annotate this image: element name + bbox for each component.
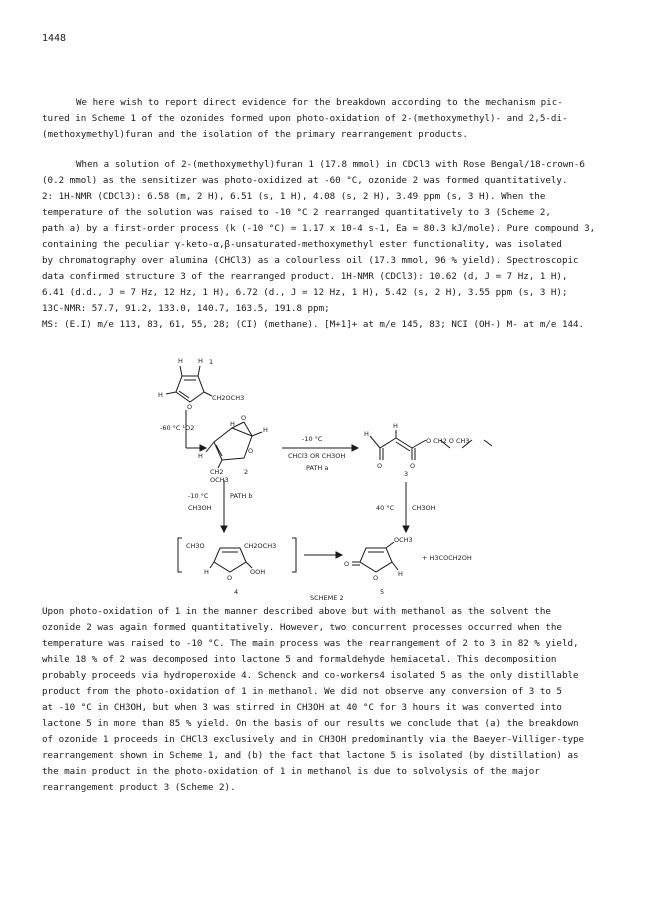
compound-5-structure [352, 542, 398, 572]
compound-2-structure [206, 422, 262, 468]
atom-label: O [373, 574, 379, 582]
atom-label: O [410, 462, 416, 470]
atom-label: H [204, 568, 209, 576]
condition-path-a-temp: -10 °C [302, 435, 323, 443]
byproduct-label: + H3COCH2OH [422, 554, 472, 562]
text-line: temperature was raised to -10 °C. The main process was the rearrangement of 2 to 3 in 82 % yield, [42, 638, 579, 649]
substituent-label: CH3O [186, 542, 205, 550]
compound-1-structure [166, 366, 212, 402]
condition-path-b-solvent: CH3OH [188, 504, 212, 512]
substituent-label: OCH3 [394, 536, 413, 544]
compound-4-number: 4 [234, 588, 239, 596]
compound-3-number: 3 [404, 470, 409, 478]
text-line: When a solution of 2-(methoxymethyl)furan 1 (17.8 mmol) in CDCl3 with Rose Bengal/18-crown-6 [76, 159, 585, 170]
text-line: 13C-NMR: 57.7, 91.2, 133.0, 140.7, 163.5, 191.8 ppm; [42, 303, 330, 314]
atom-label: O [227, 574, 233, 582]
text-line: data confirmed structure 3 of the rearranged product. 1H-NMR (CDCl3): 10.62 (d, J = 7 Hz, 1 H), [42, 271, 568, 282]
atom-label: O [241, 414, 247, 422]
text-line: (methoxymethyl)furan and the isolation of the primary rearrangement products. [42, 129, 468, 140]
text-line: Upon photo-oxidation of 1 in the manner described above but with methanol as the solvent the [42, 606, 551, 617]
atom-label: H [178, 357, 183, 365]
discussion-paragraph [42, 604, 642, 796]
atom-label: H [198, 357, 203, 365]
text-line: path a) by a first-order process (k (-10 °C) = 1.17 x 10-4 s-1, Ea = 80.3 kJ/mole). Pure compound 3, [42, 223, 596, 234]
text-line: 6.41 (d.d., J = 7 Hz, 12 Hz, 1 H), 6.72 (d., J = 12 Hz, 1 H), 5.42 (s, 2 H), 3.55 ppm (s, 3 H); [42, 287, 568, 298]
condition-3-to-5-temp: 40 °C [376, 504, 395, 512]
text-line: lactone 5 in more than 85 % yield. On the basis of our results we conclude that (a) the breakdown [42, 718, 579, 729]
text-line: 2: 1H-NMR (CDCl3): 6.58 (m, 2 H), 6.51 (s, 1 H), 4.08 (s, 2 H), 3.49 ppm (s, 3 H). When the [42, 191, 546, 202]
substituent-label: CH2OCH3 [212, 394, 245, 402]
substituent-label: CH2OCH3 [244, 542, 277, 550]
atom-label: H [364, 430, 369, 438]
text-line: of ozonide 1 proceeds in CHCl3 exclusively and in CH3OH predominantly via the Baeyer-Villiger-type [42, 734, 585, 745]
text-line: temperature of the solution was raised to -10 °C 2 rearranged quantitatively to 3 (Scheme 2, [42, 207, 551, 218]
compound-5-number: 5 [380, 588, 385, 596]
atom-label: H [198, 452, 203, 460]
atom-label: H [263, 426, 268, 434]
condition-path-a-solvent: CHCl3 OR CH3OH [288, 452, 346, 460]
text-line: (0.2 mmol) as the sensitizer was photo-oxidized at -60 °C, ozonide 2 was formed quantitatively. [42, 175, 568, 186]
substituent-label: OOH [250, 568, 266, 576]
text-line: MS: (E.I) m/e 113, 83, 61, 55, 28; (CI) (methane). [M+1]+ at m/e 145, 83; NCI (OH-) M- at m/e 144. [42, 319, 585, 330]
text-line: ozonide 2 was again formed quantitatively. However, two concurrent processes occurred when the [42, 622, 562, 633]
text-line: tured in Scheme 1 of the ozonides formed upon photo-oxidation of 2-(methoxymethyl)- and 2,5-di- [42, 113, 568, 124]
compound-3-ester-chain: O CH2 O CH3 [426, 437, 470, 445]
reaction-scheme [140, 350, 540, 600]
compound-2-number: 2 [244, 468, 249, 476]
atom-label: O [377, 462, 383, 470]
compound-4-structure [210, 548, 252, 572]
experimental-paragraph [42, 157, 642, 333]
text-line: We here wish to report direct evidence for the breakdown according to the mechanism pic- [76, 97, 563, 108]
text-line: rearrangement shown in Scheme 1, and (b) the fact that lactone 5 is isolated (by distillation) as [42, 750, 579, 761]
atom-label: H [158, 391, 163, 399]
arrow-path-b [221, 480, 227, 532]
text-line: containing the peculiar γ-keto-α,β-unsaturated-methoxymethyl ester functionality, was isolated [42, 239, 562, 250]
condition-path-b-temp: -10 °C [188, 492, 209, 500]
atom-label: O [344, 560, 350, 568]
condition-3-to-5-solvent: CH3OH [412, 504, 436, 512]
compound-1-number: 1 [209, 358, 214, 366]
atom-label: H [230, 420, 235, 428]
arrow-3-to-5 [403, 482, 409, 532]
text-line: the main product in the photo-oxidation of 1 in methanol is due to solvolysis of the major [42, 766, 540, 777]
atom-label: H [393, 422, 398, 430]
path-b-label: PATH b [230, 492, 253, 500]
text-line: product from the photo-oxidation of 1 in methanol. We did not observe any conversion of 3 to 5 [42, 686, 562, 697]
atom-label: O [248, 447, 254, 455]
arrow-4-to-5 [304, 552, 342, 558]
condition-1-to-2: -60 °C ¹O2 [160, 424, 195, 432]
text-line: rearrangement product 3 (Scheme 2). [42, 782, 236, 793]
atom-label: O [187, 403, 193, 411]
text-line: while 18 % of 2 was decomposed into lactone 5 and formaldehyde hemiacetal. This decomposition [42, 654, 557, 665]
text-line: probably proceeds via hydroperoxide 4. Schenck and co-workers4 isolated 5 as the only distillable [42, 670, 579, 681]
scheme-caption: SCHEME 2 [310, 594, 344, 600]
text-line: by chromatography over alumina (CHCl3) as a colourless oil (17.3 mmol, 96 % yield). Spectroscopic [42, 255, 579, 266]
intro-paragraph [42, 95, 642, 143]
text-line: at -10 °C in CH3OH, but when 3 was stirred in CH3OH at 40 °C for 3 hours it was converted into [42, 702, 562, 713]
page-number: 1448 [42, 33, 67, 44]
substituent-label: CH2 [210, 468, 224, 476]
path-a-label: PATH a [306, 464, 329, 472]
compound-3-structure [370, 430, 492, 460]
substituent-label: OCH3 [210, 476, 229, 484]
atom-label: H [398, 570, 403, 578]
arrow-path-a [282, 445, 358, 451]
